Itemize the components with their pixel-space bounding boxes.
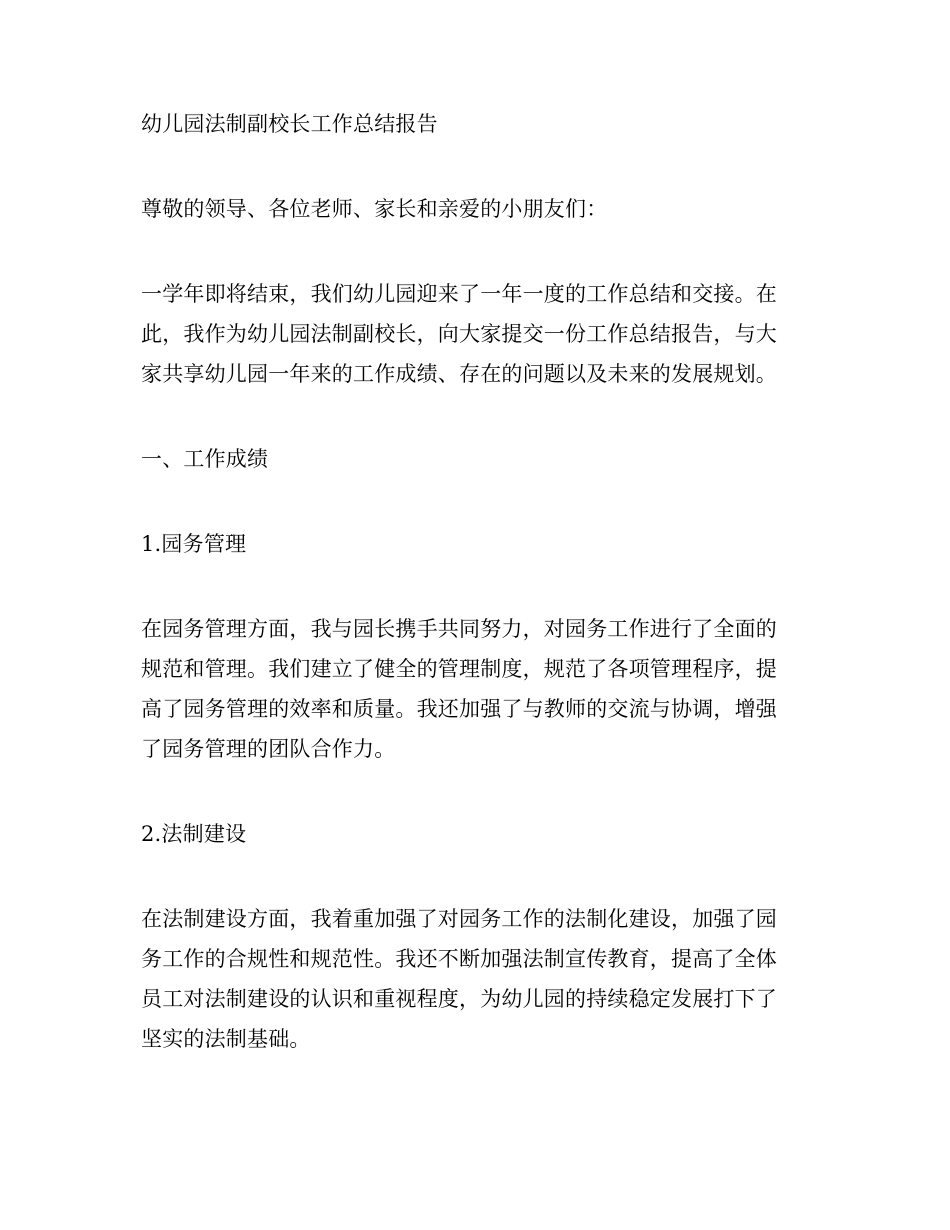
intro-paragraph [141, 274, 803, 394]
legal-line: 坚实的法制基础。 [141, 1027, 311, 1051]
section-heading-achievements: 一、工作成绩 [141, 447, 269, 471]
legal-line: 务工作的合规性和规范性。我还不断加强法制宣传教育，提高了全体 [141, 947, 777, 971]
greeting: 尊敬的领导、各位老师、家长和亲爱的小朋友们： [141, 197, 608, 221]
legal-line: 在法制建设方面，我着重加强了对园务工作的法制化建设，加强了园 [141, 907, 777, 931]
subsection-heading-legal: 2.法制建设 [141, 822, 247, 846]
document-title: 幼儿园法制副校长工作总结报告 [141, 112, 438, 136]
management-line: 了园务管理的团队合作力。 [141, 737, 396, 761]
intro-line: 一学年即将结束，我们幼儿园迎来了一年一度的工作总结和交接。在 [141, 282, 777, 306]
document-body [141, 104, 803, 1059]
legal-line: 员工对法制建设的认识和重视程度，为幼儿园的持续稳定发展打下了 [141, 987, 777, 1011]
management-paragraph [141, 609, 803, 769]
management-line: 高了园务管理的效率和质量。我还加强了与教师的交流与协调，增强 [141, 697, 777, 721]
management-line: 规范和管理。我们建立了健全的管理制度，规范了各项管理程序，提 [141, 657, 777, 681]
legal-paragraph [141, 899, 803, 1059]
intro-line: 家共享幼儿园一年来的工作成绩、存在的问题以及未来的发展规划。 [141, 362, 777, 386]
subsection-heading-management: 1.园务管理 [141, 532, 247, 556]
intro-line: 此，我作为幼儿园法制副校长，向大家提交一份工作总结报告，与大 [141, 322, 777, 346]
management-line: 在园务管理方面，我与园长携手共同努力，对园务工作进行了全面的 [141, 617, 777, 641]
